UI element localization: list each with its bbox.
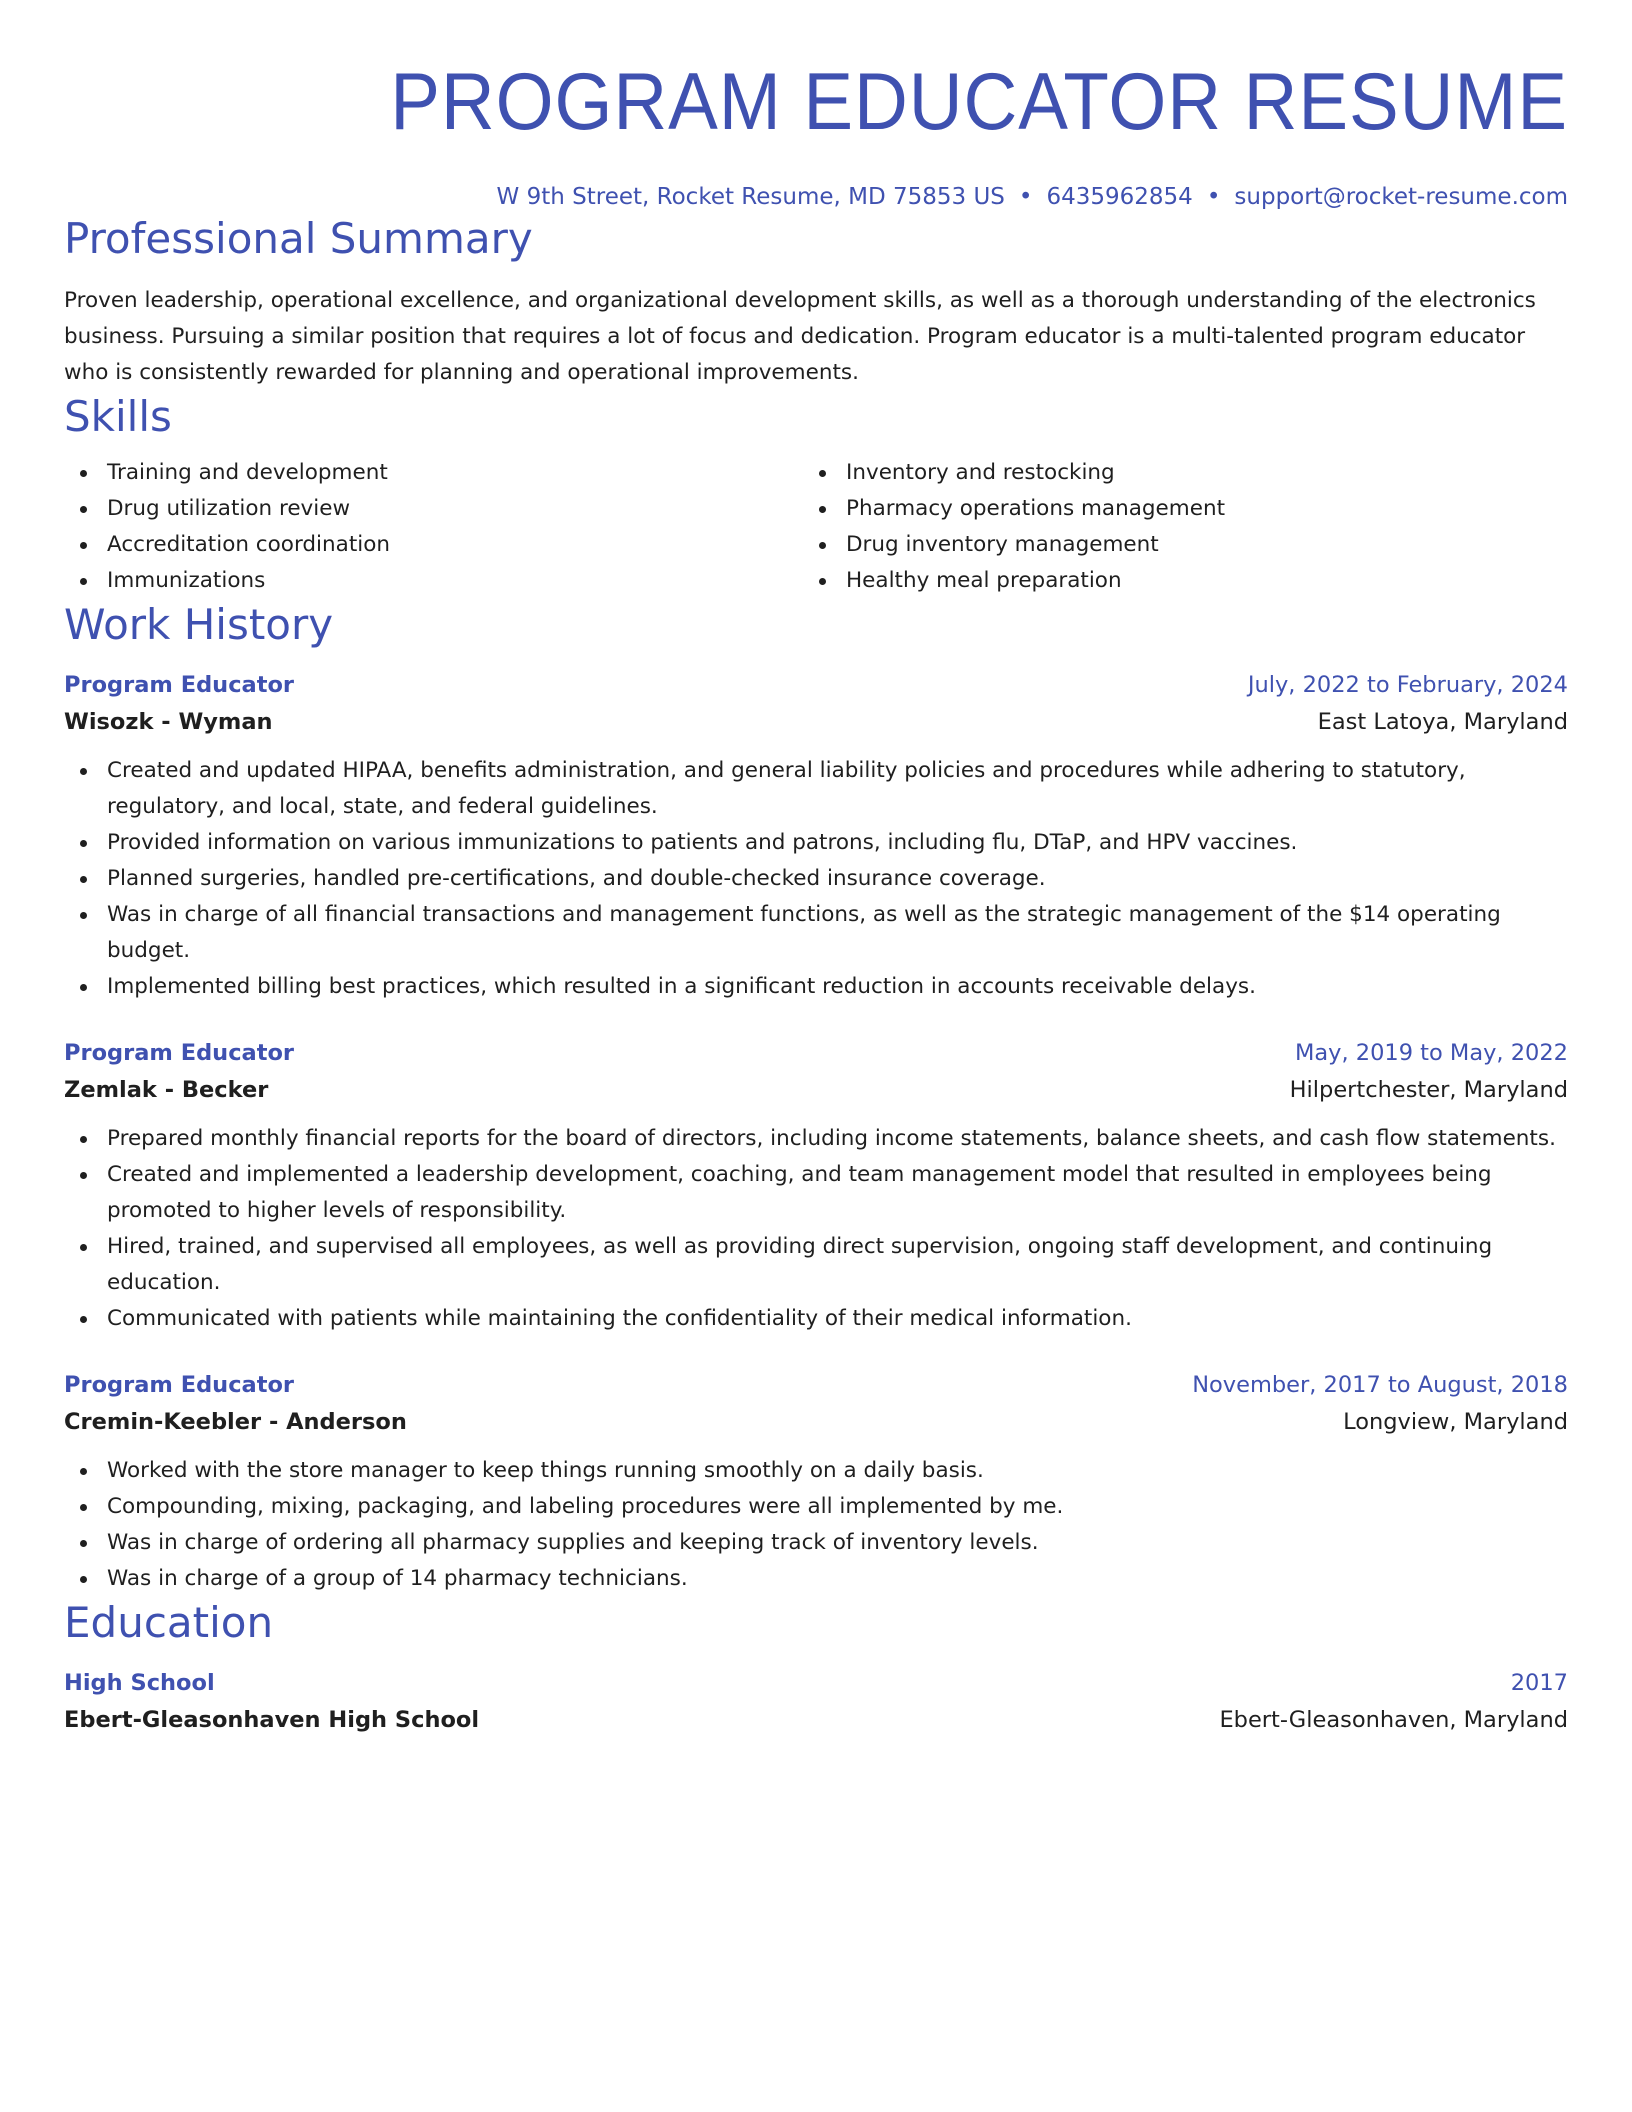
skills-heading: Skills [64,392,172,441]
skills-column-right [804,455,1544,599]
skill-item: Drug utilization review [107,491,804,527]
duty-item: Implemented billing best practices, which resulted in a significant reduction in accounts receivable delays. [107,969,1568,1005]
job-role: Program Educator [64,1372,295,1398]
education-heading: Education [64,1598,274,1647]
job-entry [64,1035,1568,1337]
skills-column-left [64,455,804,599]
duty-item: Created and implemented a leadership development, coaching, and team management model that resulted in employees being promoted to higher levels of responsibility. [107,1157,1568,1229]
job-dates: July, 2022 to February, 2024 [1247,672,1568,698]
skill-item: Accreditation coordination [107,527,804,563]
skill-item: Healthy meal preparation [846,563,1544,599]
education-entry [64,1665,1568,1739]
contact-address: W 9th Street, Rocket Resume, MD 75853 US [496,184,1005,210]
duty-item: Communicated with patients while maintaining the confidentiality of their medical information. [107,1301,1568,1337]
skill-item: Immunizations [107,563,804,599]
work-history-heading: Work History [64,600,334,649]
summary-text: Proven leadership, operational excellence, and organizational development skills, as well as a thorough understanding of the electronics business. Pursuing a similar position that requires a lot of focus and dedication. Program educator is a multi-talented program educator who is consistently rewarded for planning and operational improvements. [64,288,1536,385]
job-dates: November, 2017 to August, 2018 [1192,1372,1568,1398]
duty-item: Planned surgeries, handled pre-certifications, and double-checked insurance coverage. [107,861,1568,897]
duty-item: Was in charge of all financial transactions and management functions, as well as the strategic management of the $14 operating budget. [107,897,1568,969]
duty-item: Prepared monthly financial reports for the board of directors, including income statements, balance sheets, and cash flow statements. [107,1121,1568,1157]
duty-item: Worked with the store manager to keep things running smoothly on a daily basis. [107,1453,1568,1489]
job-location: Longview, Maryland [1343,1409,1568,1435]
job-company: Cremin-Keebler - Anderson [64,1409,407,1435]
duty-item: Compounding, mixing, packaging, and labeling procedures were all implemented by me. [107,1489,1568,1525]
skill-item: Pharmacy operations management [846,491,1544,527]
education-school: Ebert-Gleasonhaven High School [64,1707,480,1733]
duty-item: Hired, trained, and supervised all employees, as well as providing direct supervision, ongoing staff development, and continuing education. [107,1229,1568,1301]
duty-item: Provided information on various immunizations to patients and patrons, including flu, DTaP, and HPV vaccines. [107,825,1568,861]
skill-item: Training and development [107,455,804,491]
resume-title: PROGRAM EDUCATOR RESUME [390,57,1569,147]
summary-heading: Professional Summary [64,214,533,263]
education-degree: High School [64,1670,215,1696]
skill-item: Inventory and restocking [846,455,1544,491]
skills-list [64,455,1568,599]
job-entry [64,667,1568,1005]
job-dates: May, 2019 to May, 2022 [1294,1040,1568,1066]
contact-separator: • [1206,184,1221,210]
contact-email: support@rocket-resume.com [1234,184,1568,210]
job-duties [64,1453,1568,1597]
job-role: Program Educator [64,672,295,698]
duty-item: Was in charge of a group of 14 pharmacy technicians. [107,1561,1568,1597]
education-location: Ebert-Gleasonhaven, Maryland [1219,1707,1568,1733]
job-duties [64,753,1568,1005]
contact-line [64,181,1568,213]
job-company: Wisozk - Wyman [64,709,273,735]
duty-item: Was in charge of ordering all pharmacy supplies and keeping track of inventory levels. [107,1525,1568,1561]
contact-separator: • [1018,184,1033,210]
job-location: East Latoya, Maryland [1317,709,1568,735]
contact-phone: 6435962854 [1046,184,1193,210]
job-company: Zemlak - Becker [64,1077,269,1103]
job-entry [64,1367,1568,1597]
job-role: Program Educator [64,1040,295,1066]
skill-item: Drug inventory management [846,527,1544,563]
job-location: Hilpertchester, Maryland [1289,1077,1568,1103]
education-year: 2017 [1510,1670,1568,1696]
job-duties [64,1121,1568,1337]
duty-item: Created and updated HIPAA, benefits administration, and general liability policies and procedures while adhering to statutory, regulatory, and local, state, and federal guidelines. [107,753,1568,825]
